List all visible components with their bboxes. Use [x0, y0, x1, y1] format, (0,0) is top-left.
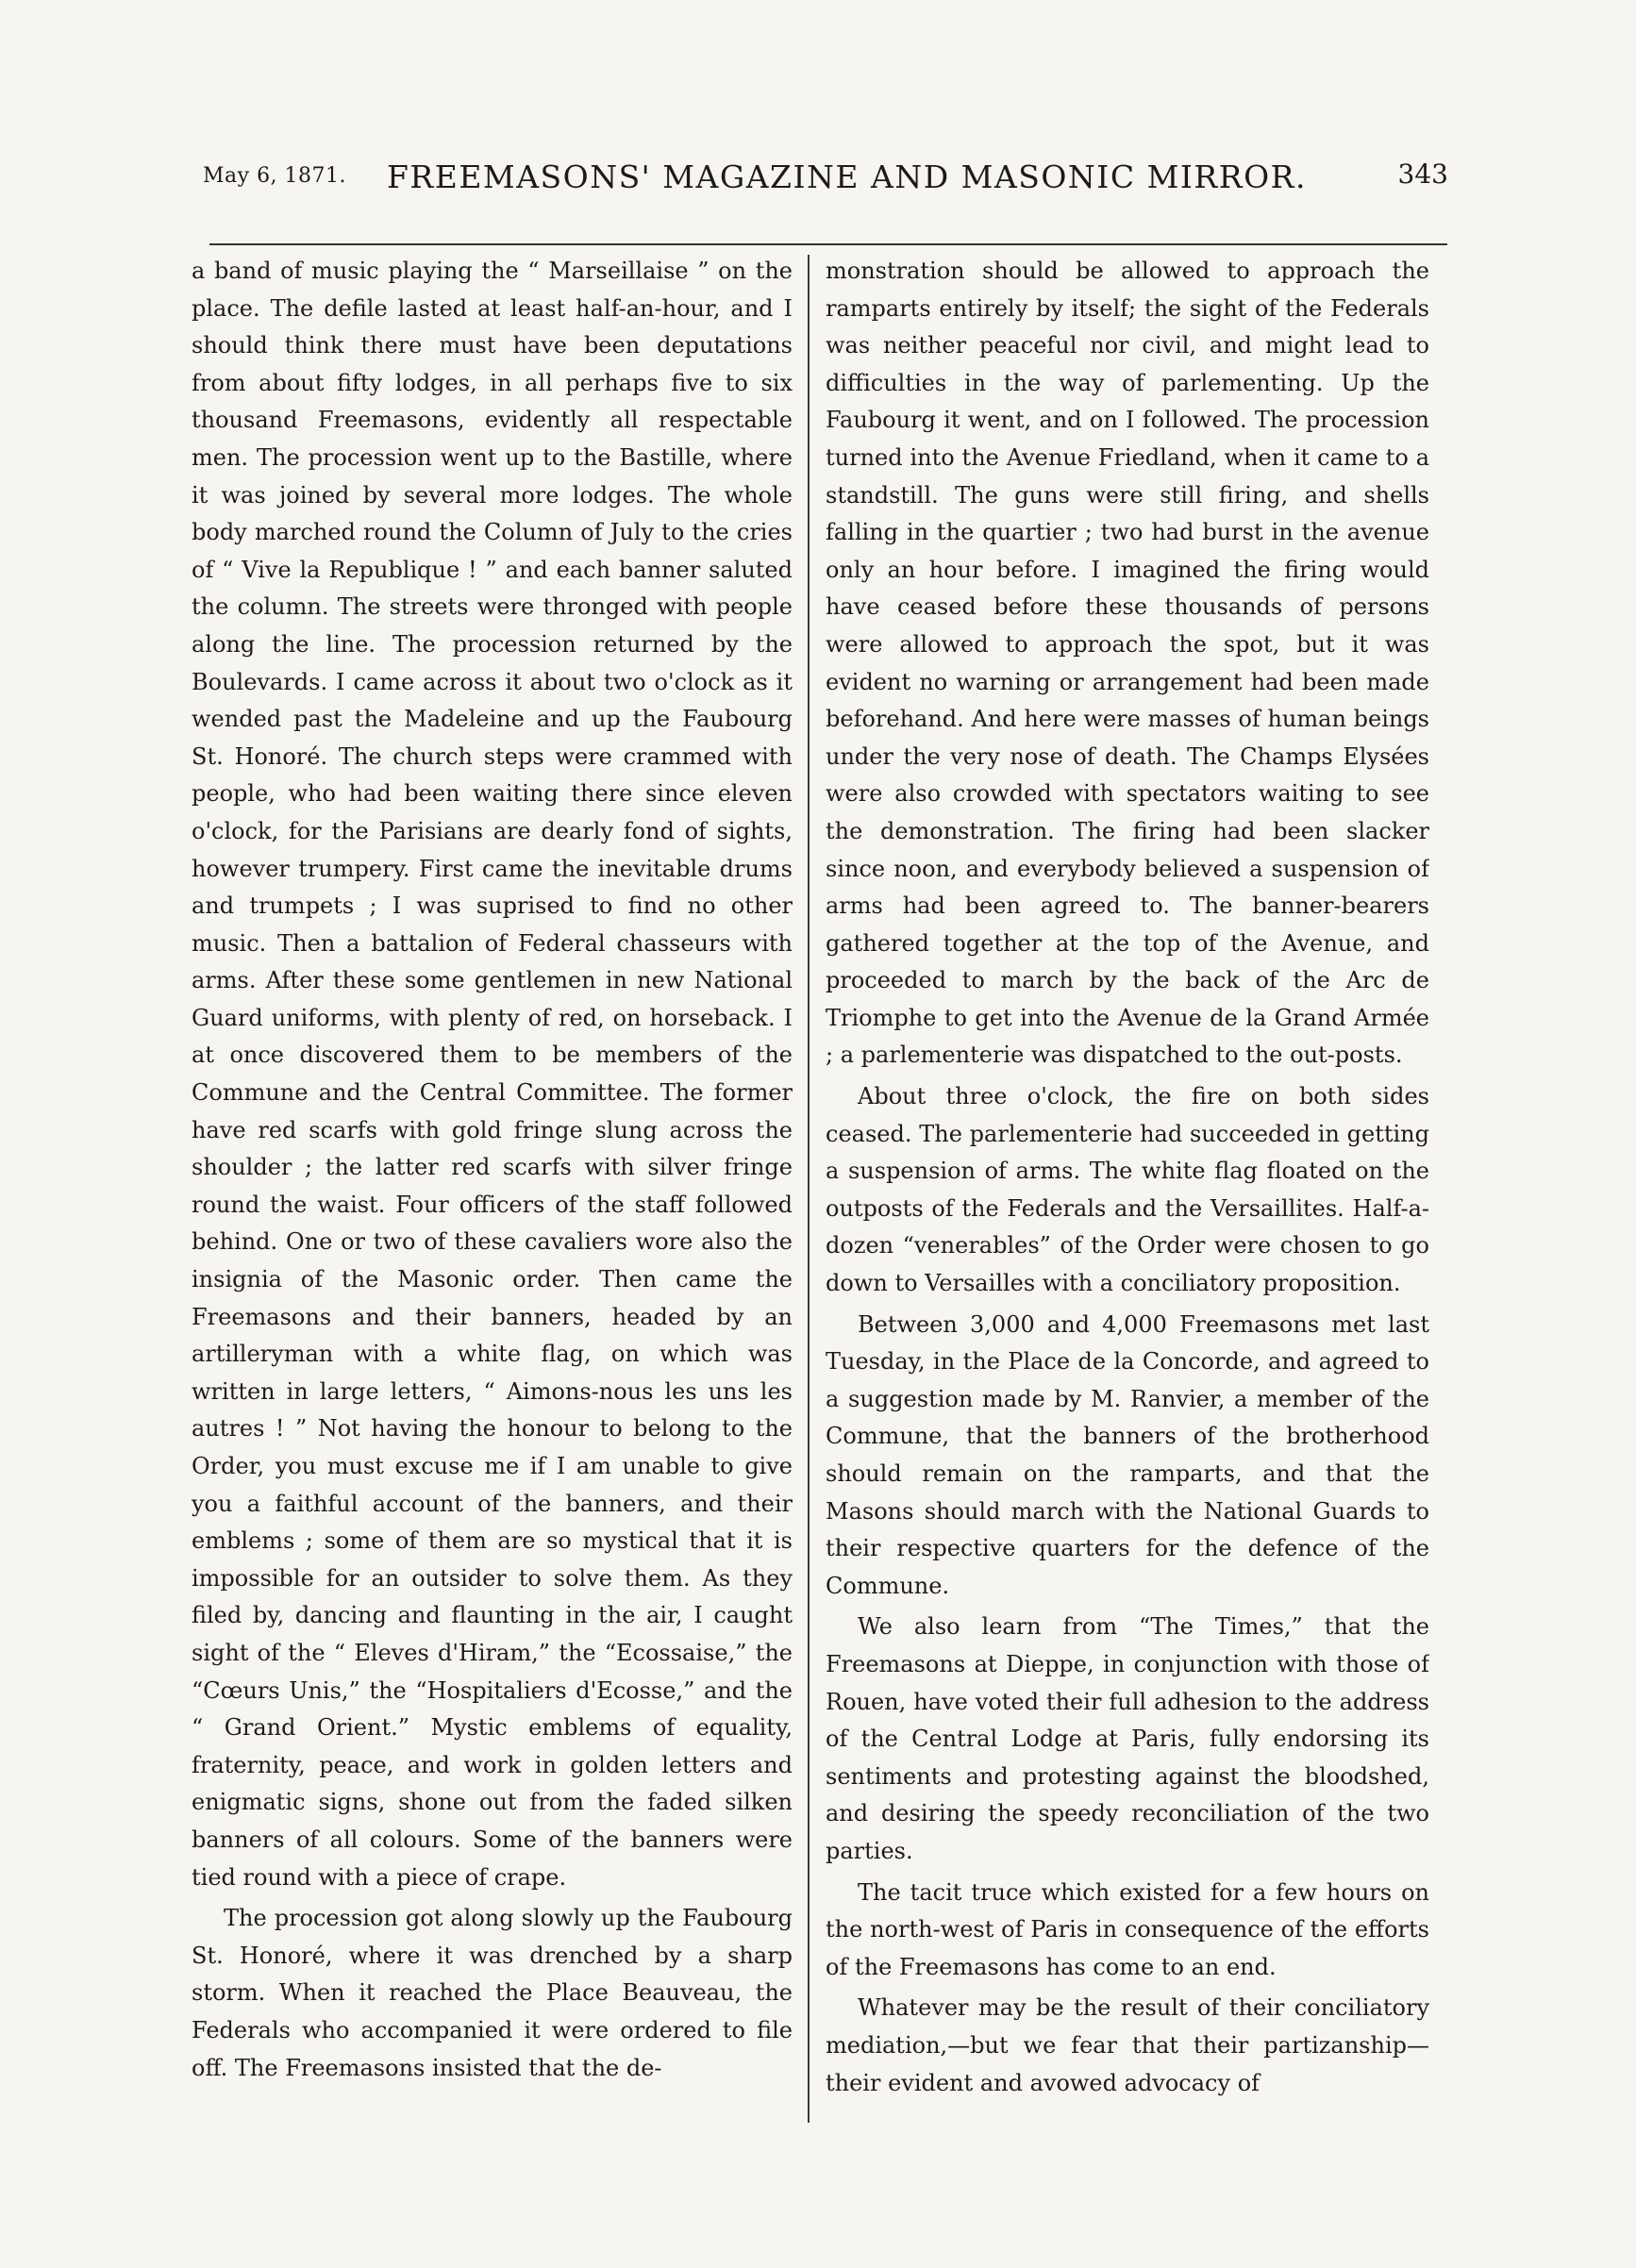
right-column — [826, 253, 1429, 2140]
paragraph: The procession got along slowly up the Faubourg St. Honoré, where it was drenched by a sharp storm. When it reached the Place Beauveau, the Federals who accompanied it were ordered to file off. The Freemasons insisted that the de- — [192, 1905, 793, 2081]
page-header — [203, 158, 1448, 206]
page-number: 343 — [1397, 158, 1448, 190]
paragraph: We also learn from “The Times,” that the Freemasons at Dieppe, in conjunction with those of Rouen, have voted their full adhesion to the address of the Central Lodge at Paris, fully endorsing its sentiments and protesting against the bloodshed, and desiring the speedy reconciliation of the two parties. — [826, 1613, 1429, 1864]
paragraph: Between 3,000 and 4,000 Freemasons met last Tuesday, in the Place de la Concorde, and agreed to a suggestion made by M. Ranvier, a member of the Commune, that the banners of the brotherhood should remain on the ramparts, and that the Masons should march with the National Guards to their respective quarters for the defence of the Commune. — [826, 1310, 1429, 1599]
header-rule — [209, 243, 1447, 245]
paragraph: The tacit truce which existed for a few hours on the north-west of Paris in consequence of the efforts of the Freemasons has come to an end. — [826, 1878, 1429, 1980]
paragraph: Whatever may be the result of their conciliatory mediation,—but we fear that their partizanship—their evident and avowed advocacy of — [826, 1994, 1429, 2096]
left-column — [192, 253, 793, 2140]
paragraph: a band of music playing the “ Marseillaise ” on the place. The defile lasted at least half-an-hour, and I should think there must have been deputations from about fifty lodges, in all perhaps five to six thousand Freemasons, evidently all respectable men. The procession went up to the Bastille, where it was joined by several more lodges. The whole body marched round the Column of July to the cries of “ Vive la Republique ! ” and each banner saluted the column. The streets were thronged with people along the line. The procession returned by the Boulevards. I came across it about two o'clock as it wended past the Madeleine and up the Faubourg St. Honoré. The church steps were crammed with people, who had been waiting there since eleven o'clock, for the Parisians are dearly fond of sights, however trumpery. First came the inevitable drums and trumpets ; I was suprised to find no other music. Then a battalion of Federal chasseurs with arms. After these some gentlemen in new National Guard uniforms, with plenty of red, on horseback. I at once discovered them to be members of the Commune and the Central Committee. The former have red scarfs with gold fringe slung across the shoulder ; the latter red scarfs with silver fringe round the waist. Four officers of the staff followed behind. One or two of these cavaliers wore also the insignia of the Masonic order. Then came the Freemasons and their banners, headed by an artilleryman with a white flag, on which was written in large letters, “ Aimons-nous les uns les autres ! ” Not having the honour to belong to the Order, you must excuse me if I am unable to give you a faithful account of the banners, and their emblems ; some of them are so mystical that it is impossible for an outsider to solve them. As they filed by, dancing and flaunting in the air, I caught sight of the “ Eleves d'Hiram,” the “Ecossaise,” the “Cœurs Unis,” the “Hospitaliers d'Ecosse,” and the “ Grand Orient.” Mystic emblems of equality, fraternity, peace, and work in golden letters and enigmatic signs, shone out from the faded silken banners of all colours. Some of the banners were tied round with a piece of crape. — [192, 258, 793, 1891]
column-divider — [808, 255, 810, 2123]
paragraph: monstration should be allowed to approach the ramparts entirely by itself; the sight of the Federals was neither peaceful nor civil, and might lead to difficulties in the way of parlementing. Up the Faubourg it went, and on I followed. The procession turned into the Avenue Friedland, when it came to a standstill. The guns were still firing, and shells falling in the quartier ; two had burst in the avenue only an hour before. I imagined the firing would have ceased before these thousands of persons were allowed to approach the spot, but it was evident no warning or arrangement had been made beforehand. And here were masses of human beings under the very nose of death. The Champs Elysées were also crowded with spectators waiting to see the demonstration. The firing had been slacker since noon, and everybody believed a suspension of arms had been agreed to. The banner-bearers gathered together at the top of the Avenue, and proceeded to march by the back of the Arc de Triomphe to get into the Avenue de la Grand Armée ; a parlementerie was dispatched to the out-posts. — [826, 258, 1429, 1069]
paragraph: About three o'clock, the fire on both sides ceased. The parlementerie had succeeded in getting a suspension of arms. The white flag floated on the outposts of the Federals and the Versaillites. Half-a-dozen “venerables” of the Order were chosen to go down to Versailles with a conciliatory proposition. — [826, 1083, 1429, 1297]
publication-title: FREEMASONS' MAGAZINE AND MASONIC MIRROR. — [387, 158, 1307, 195]
issue-date: May 6, 1871. — [203, 164, 347, 188]
